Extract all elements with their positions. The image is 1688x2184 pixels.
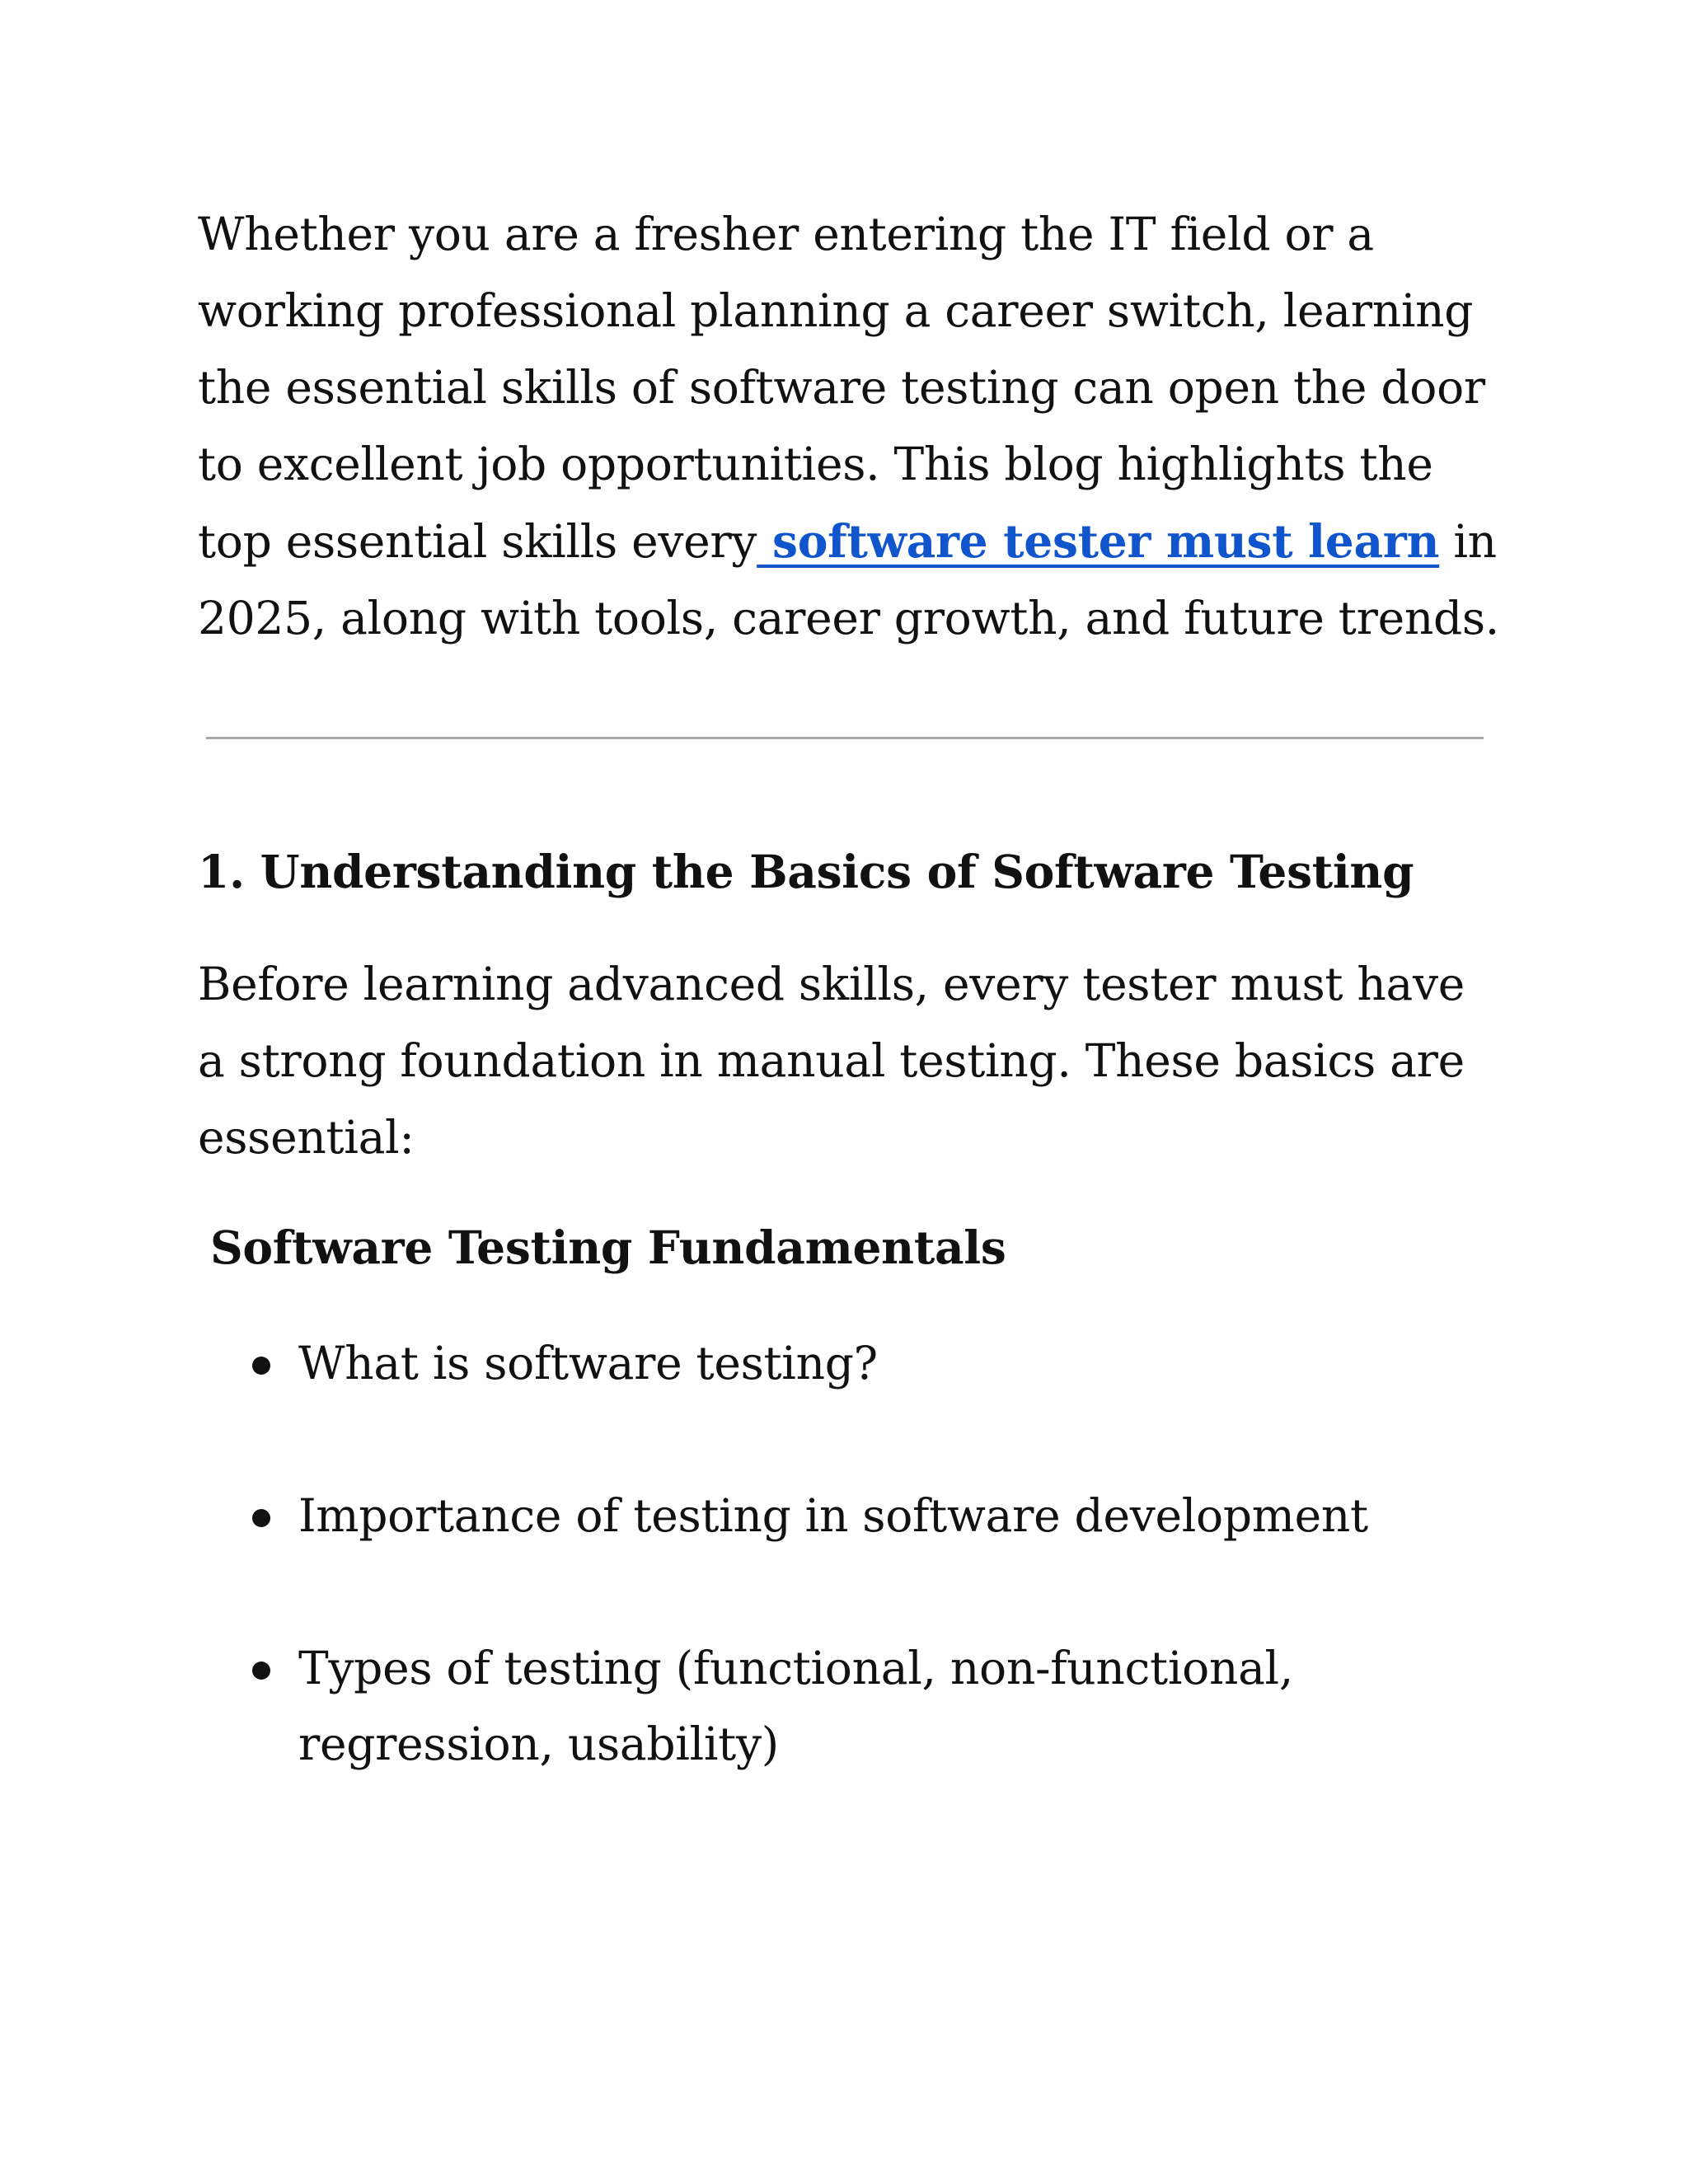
- intro-paragraph: [198, 196, 1500, 657]
- intro-text-before-link: Whether you are a fresher entering the IT field or a working professional planning a career switch, learning the essential skills of software testing can open the door to excellent job opportunities. This blog highlights the top essential skills every: [198, 208, 1485, 568]
- fundamentals-subheading: Software Testing Fundamentals: [210, 1221, 1006, 1274]
- software-tester-link[interactable]: software tester must learn: [757, 514, 1440, 568]
- bullet-icon: [252, 1661, 270, 1680]
- list-item: [247, 1478, 1484, 1554]
- list-item-text: What is software testing?: [298, 1337, 878, 1390]
- section-divider: [206, 737, 1484, 739]
- bullet-icon: [252, 1357, 270, 1375]
- section-heading: 1. Understanding the Basics of Software Testing: [198, 845, 1414, 898]
- section-paragraph: Before learning advanced skills, every tester must have a strong foundation in manual testing. These basics are essential:: [198, 958, 1465, 1164]
- bullet-icon: [252, 1509, 270, 1527]
- list-item: [247, 1325, 1484, 1401]
- fundamentals-list: [247, 1325, 1484, 1858]
- list-item: [247, 1630, 1484, 1782]
- list-item-text: Importance of testing in software development: [298, 1489, 1368, 1542]
- list-item-text: Types of testing (functional, non-functional, regression, usability): [298, 1642, 1294, 1770]
- intro-text-after-link: in 2025, along with tools, career growth, and future trends.: [198, 515, 1499, 644]
